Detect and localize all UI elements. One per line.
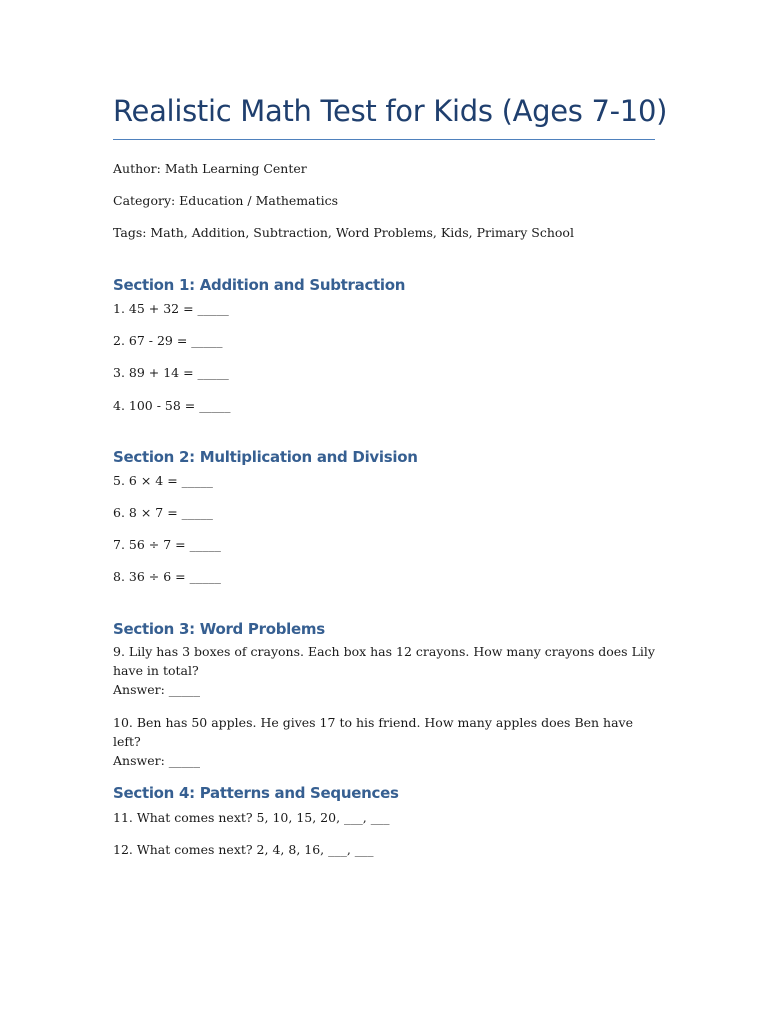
- document-title: Realistic Math Test for Kids (Ages 7-10): [113, 94, 668, 128]
- question-7: 7. 56 ÷ 7 = _____: [113, 537, 221, 552]
- question-10-answer: Answer: _____: [113, 753, 200, 768]
- question-10-text: 10. Ben has 50 apples. He gives 17 to his friend. How many apples does Ben have left?: [113, 715, 634, 749]
- question-8: 8. 36 ÷ 6 = _____: [113, 569, 221, 584]
- question-2: 2. 67 - 29 = _____: [113, 333, 223, 348]
- category-line: Category: Education / Mathematics: [113, 193, 339, 208]
- question-9-text: 9. Lily has 3 boxes of crayons. Each box has 12 crayons. How many crayons does Lily have in total?: [113, 644, 655, 678]
- section-4-heading: Section 4: Patterns and Sequences: [113, 784, 399, 802]
- question-3: 3. 89 + 14 = _____: [113, 365, 229, 380]
- question-5: 5. 6 × 4 = _____: [113, 473, 213, 488]
- question-12: 12. What comes next? 2, 4, 8, 16, ___, ___: [113, 842, 374, 857]
- section-1-heading: Section 1: Addition and Subtraction: [113, 276, 406, 294]
- question-11: 11. What comes next? 5, 10, 15, 20, ___, ___: [113, 810, 390, 825]
- section-2-heading: Section 2: Multiplication and Division: [113, 448, 418, 466]
- tags-line: Tags: Math, Addition, Subtraction, Word Problems, Kids, Primary School: [113, 225, 574, 240]
- question-6: 6. 8 × 7 = _____: [113, 505, 213, 520]
- question-9-answer: Answer: _____: [113, 682, 200, 697]
- question-10: [113, 713, 658, 770]
- section-3-heading: Section 3: Word Problems: [113, 620, 325, 638]
- question-4: 4. 100 - 58 = _____: [113, 398, 231, 413]
- title-divider: [113, 139, 655, 140]
- question-1: 1. 45 + 32 = _____: [113, 301, 229, 316]
- author-line: Author: Math Learning Center: [113, 161, 307, 176]
- question-9: [113, 642, 658, 699]
